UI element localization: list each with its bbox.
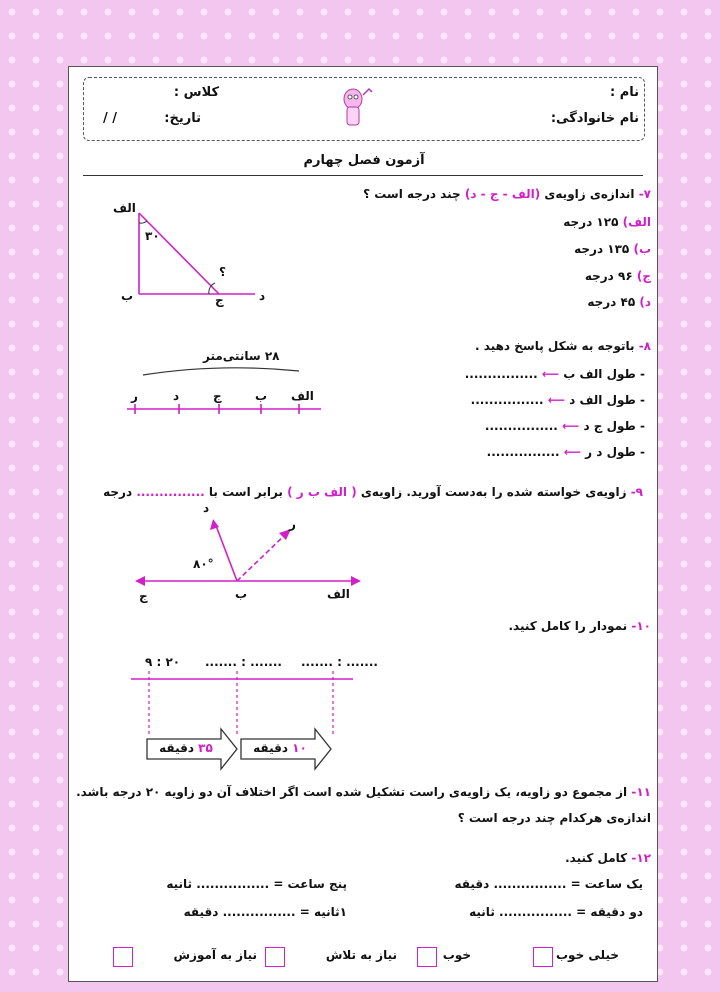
- q12-row1-right: یک ساعت = ................ دقیقه: [454, 877, 643, 891]
- q7-angle-label: ۳۰: [145, 229, 160, 243]
- q12-row2-right: دو دقیقه = ................ ثانیه: [469, 905, 643, 919]
- q9-angle-label: ۸۰°: [193, 557, 214, 571]
- q8-item-3: - طول ج د ⟵ ................: [484, 419, 645, 433]
- q8-item-2: - طول الف د ⟵ ................: [470, 393, 645, 407]
- q12-row1-left: پنج ساعت = ................ ثانیه: [166, 877, 347, 891]
- date-slashes: / /: [103, 111, 118, 126]
- q8-point-dal: د: [173, 389, 180, 403]
- q9-label-mid: ب: [235, 587, 248, 601]
- q7-option-d: د) ۴۵ درجه: [587, 295, 651, 309]
- q7-option-c: ج) ۹۶ درجه: [584, 269, 651, 283]
- q7-unknown-label: ؟: [219, 265, 226, 279]
- q7-option-b: ب) ۱۳۵ درجه: [574, 242, 651, 256]
- q10-arrow-2: ۱۰ دقیقه: [253, 741, 307, 755]
- q7-label-right: د: [259, 289, 266, 303]
- q8-point-re: ر: [131, 389, 138, 403]
- grade-training-label: نیاز به آموزش: [173, 948, 257, 962]
- q10-question: ۱۰- نمودار را کامل کنید.: [508, 619, 651, 633]
- q10-slot-3: ....... : .......: [301, 655, 378, 669]
- q8-question: ۸- باتوجه به شکل پاسخ دهید .: [475, 339, 651, 353]
- q8-item-1: - طول الف ب ⟵ ................: [464, 367, 645, 381]
- class-label: کلاس :: [173, 85, 219, 100]
- q12-row2-left: ۱ثانیه = ................ دقیقه: [183, 905, 347, 919]
- q7-label-mid: ج: [215, 293, 224, 307]
- q9-label-left: ج: [139, 589, 148, 603]
- grade-good-checkbox[interactable]: [417, 947, 437, 967]
- q8-point-jim: ج: [213, 389, 222, 403]
- q10-slot-2: ....... : .......: [205, 655, 282, 669]
- q10-arrow-1: ۳۵ دقیقه: [159, 741, 213, 755]
- grade-excellent-label: خیلی خوب: [556, 948, 619, 962]
- q10-timeline: [69, 67, 659, 767]
- name-label: نام :: [609, 85, 639, 100]
- q7-option-a: الف) ۱۲۵ درجه: [563, 215, 651, 229]
- q8-length-label: ۲۸ سانتی‌متر: [203, 349, 280, 363]
- q9-question: ۹- زاویه‌ی خواسته شده را به‌دست آورید. زاویه‌ی ( الف ب ر ) برابر است با ............... درجه: [103, 485, 643, 499]
- grade-excellent-checkbox[interactable]: [533, 947, 553, 967]
- q9-label-up: د: [203, 501, 210, 515]
- exam-title: آزمون فصل چهارم: [303, 153, 425, 168]
- q9-label-diag: ر: [289, 517, 296, 531]
- q8-point-alef: الف: [291, 389, 314, 403]
- q11-line-1: ۱۱- از مجموع دو زاویه، یک زاویه‌ی راست تشکیل شده است اگر اختلاف آن دو زاویه ۲۰ درجه باشد.: [76, 785, 651, 799]
- q10-time-start: ۹ : ۲۰: [145, 655, 181, 669]
- q7-label-left: ب: [121, 289, 134, 303]
- q7-label-top: الف: [113, 201, 136, 215]
- q7-question: ۷- اندازه‌ی زاویه‌ی (الف - ج - د) چند درجه است ؟: [363, 187, 651, 201]
- q9-label-right: الف: [327, 587, 350, 601]
- q11-line-2: اندازه‌ی هرکدام چند درجه است ؟: [457, 811, 651, 825]
- q8-point-be: ب: [255, 389, 268, 403]
- grade-training-checkbox[interactable]: [113, 947, 133, 967]
- grade-effort-label: نیاز به تلاش: [325, 948, 397, 962]
- family-label: نام خانوادگی:: [550, 111, 639, 126]
- grade-good-label: خوب: [442, 948, 471, 962]
- grade-effort-checkbox[interactable]: [265, 947, 285, 967]
- exam-sheet: [68, 66, 658, 982]
- date-label: تاریخ:: [164, 111, 201, 126]
- q12-question: ۱۲- کامل کنید.: [565, 851, 651, 865]
- q8-item-4: - طول د ر ⟵ ................: [486, 445, 645, 459]
